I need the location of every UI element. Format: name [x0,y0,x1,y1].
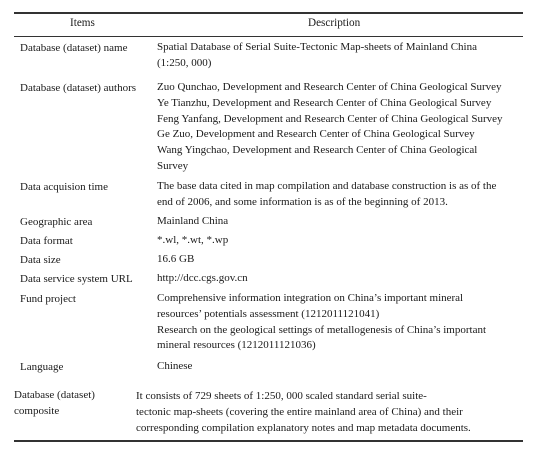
value-line: *.wl, *.wt, *.wp [157,234,229,246]
value-line: Zuo Qunchao, Development and Research Center of China Geological Survey [157,81,502,93]
value-line: Comprehensive information integration on China’s important mineral [157,292,464,304]
row-value-authors [157,80,525,175]
value-line: The base data cited in map compilation and database construction is as of the [157,180,497,192]
row-label-acquisition-time: Data acquision time [20,181,108,193]
value-line: Feng Yanfang, Development and Research Center of China Geological Survey [157,112,503,125]
table-top-rule [14,12,523,14]
value-line: 16.6 GB [157,253,195,265]
value-line: Survey [157,159,189,172]
row-label-name: Database (dataset) name [20,42,128,54]
row-value-data-size [157,252,525,268]
value-line: Wang Yingchao, Development and Research Center of China Geological [157,144,478,157]
row-value-acquisition-time [157,179,525,211]
value-line: Chinese [157,360,193,372]
row-value-language [157,359,525,375]
row-value-composite [136,388,504,437]
value-line: corresponding compilation explanatory notes and map metadata documents. [136,422,471,435]
table-bottom-rule [14,440,523,442]
value-line: Ye Tianzhu, Development and Research Center of China Geological Survey [157,96,492,109]
row-label-data-size: Data size [20,254,61,266]
row-label-geographic-area: Geographic area [20,216,93,228]
row-value-service-url [157,271,525,287]
header-description: Description [308,17,361,29]
row-value-fund-project [157,291,525,354]
row-label-composite [14,388,134,419]
row-label-service-url: Data service system URL [20,273,133,285]
label-line: Database (dataset) [14,389,95,401]
value-line: tectonic map-sheets (covering the entire mainland area of China) and their [136,406,463,419]
row-value-name [157,40,525,72]
value-line: end of 2006, and some information is as of the beginning of 2013. [157,195,448,208]
table-header-rule [14,36,523,37]
row-value-data-format [157,233,525,249]
row-label-language: Language [20,361,64,373]
value-line: Ge Zuo, Development and Research Center of China Geological Survey [157,128,475,141]
row-label-fund-project: Fund project [20,293,76,305]
label-line: composite [14,404,60,417]
row-label-authors: Database (dataset) authors [20,82,137,94]
value-line: Mainland China [157,215,229,227]
value-line: Research on the geological settings of metallogenesis of China’s important [157,323,487,336]
row-value-geographic-area [157,214,525,230]
value-line: It consists of 729 sheets of 1:250, 000 scaled standard serial suite- [136,390,427,402]
value-line: (1:250, 000) [157,56,212,69]
row-label-data-format: Data format [20,235,73,247]
header-items: Items [70,17,95,29]
value-line: http://dcc.cgs.gov.cn [157,272,248,284]
value-line: mineral resources (1212011121036) [157,339,316,352]
value-line: resources’ potentials assessment (1212011121041) [157,307,380,320]
value-line: Spatial Database of Serial Suite-Tectonic Map-sheets of Mainland China [157,41,477,53]
